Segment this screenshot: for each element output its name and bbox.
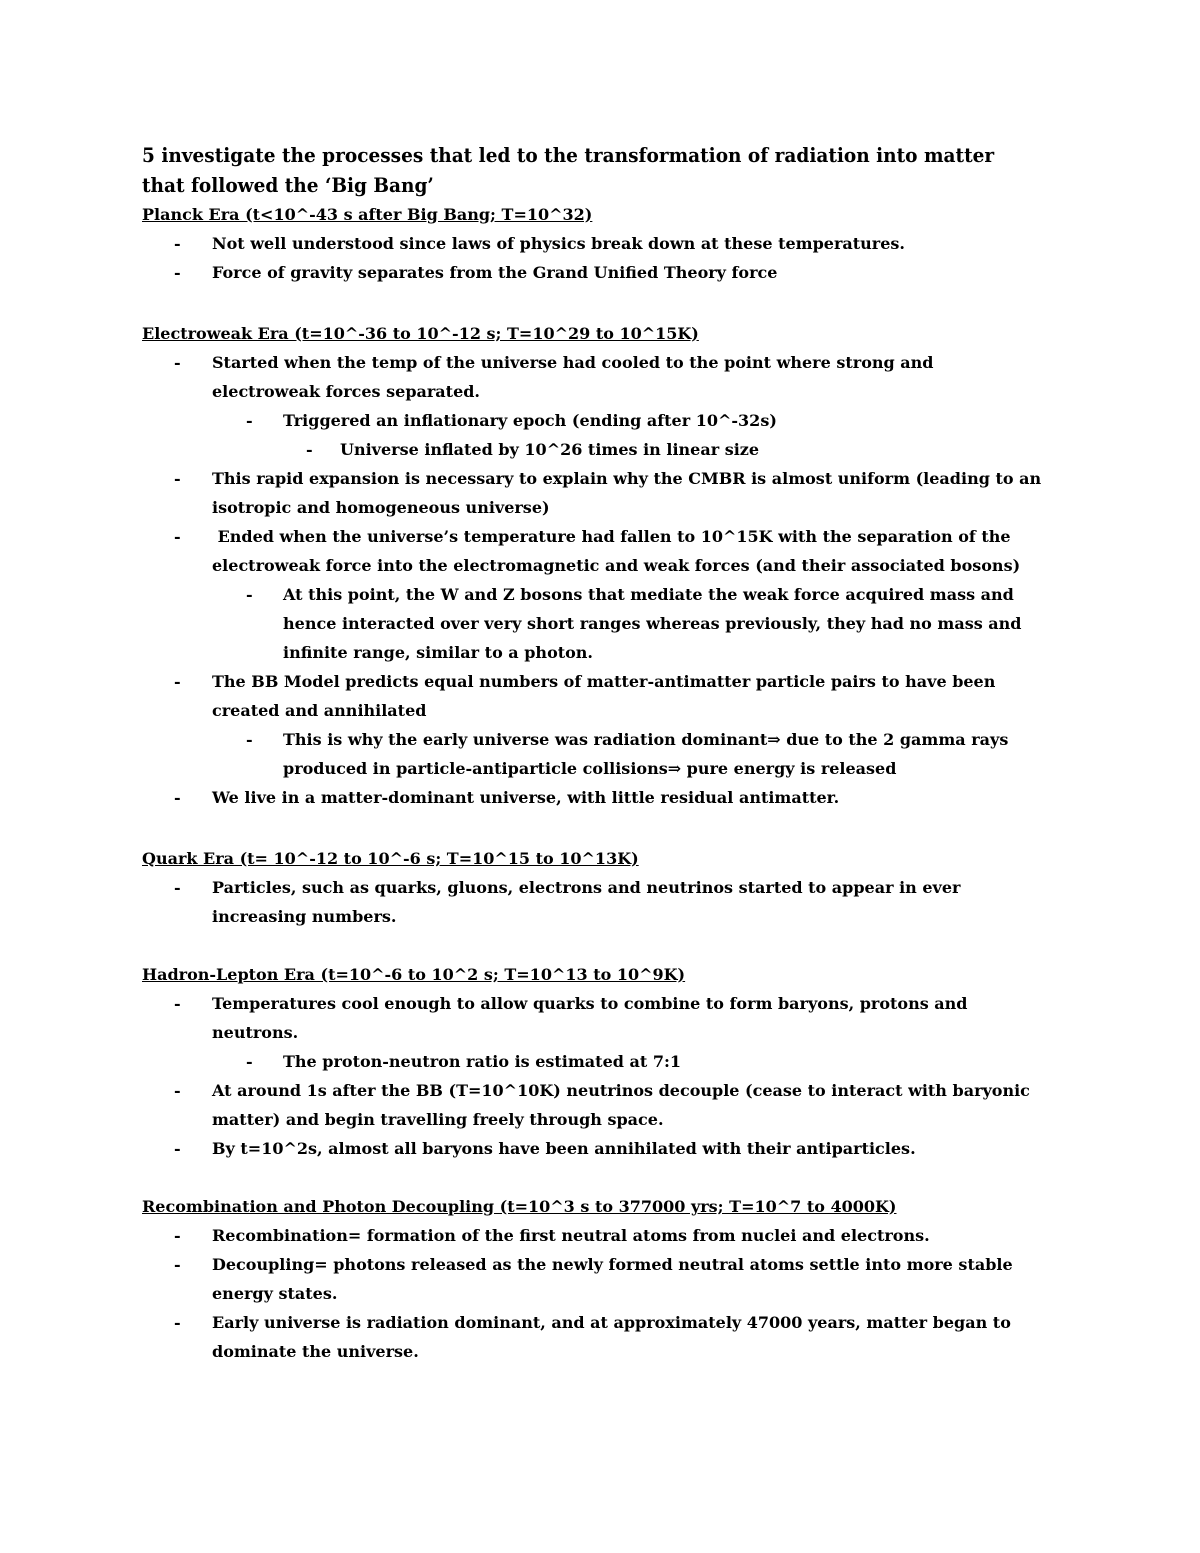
bullet-dash: - (174, 1255, 181, 1274)
section-heading: Electroweak Era (t=10^-36 to 10^-12 s; T=10^29 to 10^15K) (142, 324, 699, 343)
bullet-text: hence interacted over very short ranges whereas previously, they had no mass and (283, 614, 1022, 633)
bullet-dash: - (174, 1081, 181, 1100)
bullet-dash: - (174, 878, 181, 897)
bullet-text: neutrons. (212, 1023, 299, 1042)
bullet-text: Started when the temp of the universe had cooled to the point where strong and (212, 353, 934, 372)
bullet-dash: - (246, 1052, 253, 1071)
bullet-text: Particles, such as quarks, gluons, electrons and neutrinos started to appear in ever (212, 878, 961, 897)
bullet-text: Decoupling= photons released as the newly formed neutral atoms settle into more stable (212, 1255, 1013, 1274)
bullet-text: At this point, the W and Z bosons that mediate the weak force acquired mass and (283, 585, 1014, 604)
bullet-text: isotropic and homogeneous universe) (212, 498, 550, 517)
bullet-dash: - (174, 788, 181, 807)
bullet-text: The BB Model predicts equal numbers of matter-antimatter particle pairs to have been (212, 672, 996, 691)
bullet-dash: - (174, 234, 181, 253)
section-heading: Recombination and Photon Decoupling (t=10^3 s to 377000 yrs; T=10^7 to 4000K) (142, 1197, 897, 1216)
bullet-text: Triggered an inflationary epoch (ending after 10^-32s) (283, 411, 777, 430)
section-heading: Hadron-Lepton Era (t=10^-6 to 10^2 s; T=10^13 to 10^9K) (142, 965, 686, 984)
bullet-dash: - (174, 263, 181, 282)
bullet-dash: - (246, 730, 253, 749)
bullet-text: Temperatures cool enough to allow quarks to combine to form baryons, protons and (212, 994, 968, 1013)
bullet-dash: - (246, 411, 253, 430)
bullet-dash: - (174, 672, 181, 691)
bullet-dash: - (174, 994, 181, 1013)
bullet-dash: - (174, 1226, 181, 1245)
bullet-text: energy states. (212, 1284, 338, 1303)
title-line: that followed the ‘Big Bang’ (142, 173, 434, 197)
document-title (142, 140, 1102, 200)
section-heading: Planck Era (t<10^-43 s after Big Bang; T=10^32) (142, 205, 593, 224)
section-heading: Quark Era (t= 10^-12 to 10^-6 s; T=10^15 to 10^13K) (142, 849, 639, 868)
bullet-text: At around 1s after the BB (T=10^10K) neutrinos decouple (cease to interact with baryonic (212, 1081, 1030, 1100)
bullet-dash: - (246, 585, 253, 604)
bullet-text: Not well understood since laws of physics break down at these temperatures. (212, 234, 905, 253)
bullet-dash: - (174, 1313, 181, 1332)
bullet-dash: - (174, 1139, 181, 1158)
bullet-text: This rapid expansion is necessary to explain why the CMBR is almost uniform (leading to an (212, 469, 1042, 488)
bullet-text: Ended when the universe’s temperature had fallen to 10^15K with the separation of the (212, 527, 1011, 546)
bullet-text: dominate the universe. (212, 1342, 419, 1361)
bullet-text: increasing numbers. (212, 907, 397, 926)
bullet-dash: - (306, 440, 313, 459)
bullet-text: electroweak forces separated. (212, 382, 480, 401)
bullet-dash: - (174, 469, 181, 488)
bullet-text: Recombination= formation of the first neutral atoms from nuclei and electrons. (212, 1226, 930, 1245)
bullet-text: The proton-neutron ratio is estimated at 7:1 (283, 1052, 681, 1071)
bullet-text: By t=10^2s, almost all baryons have been annihilated with their antiparticles. (212, 1139, 916, 1158)
bullet-dash: - (174, 527, 181, 546)
bullet-text: Force of gravity separates from the Grand Unified Theory force (212, 263, 778, 282)
bullet-text: created and annihilated (212, 701, 427, 720)
bullet-text: produced in particle-antiparticle collisions⇒ pure energy is released (283, 759, 897, 778)
bullet-text: matter) and begin travelling freely through space. (212, 1110, 664, 1129)
bullet-text: electroweak force into the electromagnetic and weak forces (and their associated bosons) (212, 556, 1021, 575)
bullet-dash: - (174, 353, 181, 372)
bullet-text: This is why the early universe was radiation dominant⇒ due to the 2 gamma rays (283, 730, 1009, 749)
bullet-text: infinite range, similar to a photon. (283, 643, 593, 662)
bullet-text: We live in a matter-dominant universe, with little residual antimatter. (212, 788, 840, 807)
bullet-text: Universe inflated by 10^26 times in linear size (340, 440, 760, 459)
bullet-text: Early universe is radiation dominant, and at approximately 47000 years, matter began to (212, 1313, 1011, 1332)
title-line: 5 investigate the processes that led to the transformation of radiation into matter (142, 143, 995, 167)
